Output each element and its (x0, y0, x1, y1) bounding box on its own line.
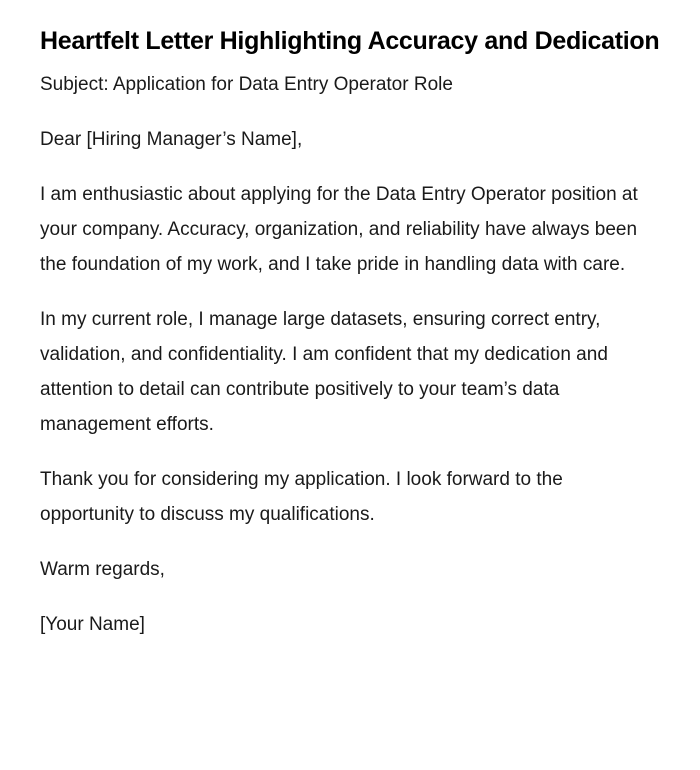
letter-title: Heartfelt Letter Highlighting Accuracy and Dedication (40, 27, 660, 55)
body-paragraph: In my current role, I manage large datasets, ensuring correct entry, validation, and confidentiality. I am confident that my dedication and attention to detail can contribute positively to your team’s data management efforts. (40, 309, 608, 435)
signature: [Your Name] (40, 614, 145, 635)
salutation: Dear [Hiring Manager’s Name], (40, 129, 303, 150)
body-paragraph: Thank you for considering my application. I look forward to the opportunity to discuss my qualifications. (40, 469, 563, 525)
body-paragraph: I am enthusiastic about applying for the Data Entry Operator position at your company. Accuracy, organization, and reliability have always been the foundation of my work, and I take pride in handling data with care. (40, 184, 638, 275)
closing: Warm regards, (40, 559, 165, 580)
letter-subject: Subject: Application for Data Entry Operator Role (40, 74, 453, 95)
